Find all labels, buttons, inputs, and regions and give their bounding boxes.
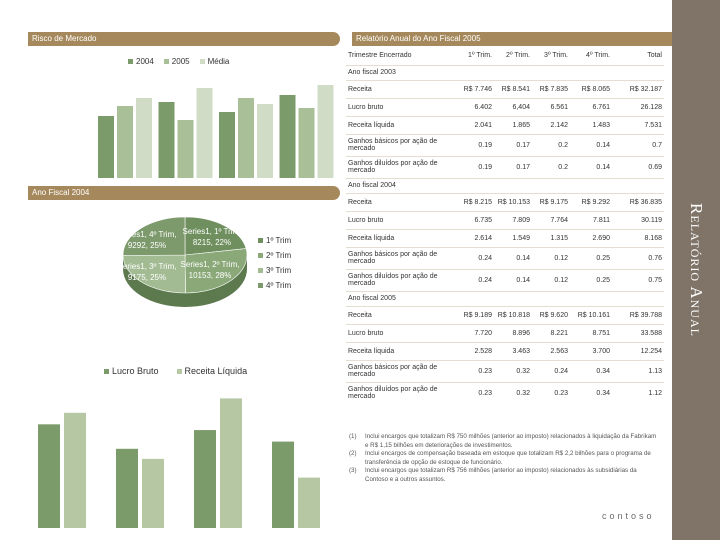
bar-Média-0 xyxy=(136,98,152,178)
row-label: Lucro bruto xyxy=(346,211,456,229)
table-cell: 2.142 xyxy=(532,116,570,134)
bar-2004-1 xyxy=(159,102,175,178)
section-bar-risco xyxy=(28,32,340,46)
row-label: Receita líquida xyxy=(346,229,456,247)
footnote-text: Inclui encargos que totalizam R$ 756 milhões (anterior ao imposto) relacionados às subsidiárias da Contoso e a outros assuntos. xyxy=(365,467,637,483)
column-header: 3º Trim. xyxy=(544,52,568,60)
legend-swatch xyxy=(128,59,133,64)
pie-slice-label xyxy=(170,259,250,281)
table-cell: 0.14 xyxy=(494,269,532,291)
legend-label: Receita Líquida xyxy=(184,366,248,376)
legend-label: 4º Trim xyxy=(266,281,292,290)
table-row xyxy=(346,382,664,404)
sidebar xyxy=(672,0,720,540)
pie-legend-item xyxy=(258,263,291,278)
pie-slice-label-1: Series1, 1º Trim, 8215, 22% xyxy=(182,227,242,247)
pie-legend-item xyxy=(258,278,291,293)
table-cell: 26.128 xyxy=(612,98,664,116)
legend-swatch xyxy=(258,238,263,243)
row-label: Lucro bruto xyxy=(346,324,456,342)
bar-legend-top xyxy=(128,57,229,66)
bar-Lucro Bruto-2 xyxy=(194,430,216,528)
pie-legend-item xyxy=(258,248,291,263)
bar-2005-2 xyxy=(238,98,254,178)
table-cell: R$ 8.215 xyxy=(456,193,494,211)
table-cell: 3.700 xyxy=(570,342,612,360)
table-cell: 0.19 xyxy=(456,156,494,178)
section-bar-relatorio xyxy=(352,32,672,46)
row-label: Ganhos básicos por ação de mercado xyxy=(346,360,456,382)
table-cell: R$ 36.835 xyxy=(612,193,664,211)
table-cell: 0.14 xyxy=(570,156,612,178)
table-cell: 7.811 xyxy=(570,211,612,229)
table-cell: 1.865 xyxy=(494,116,532,134)
table-row xyxy=(346,134,664,156)
table-cell: 6.761 xyxy=(570,98,612,116)
table-section xyxy=(346,65,664,80)
table-cell: 2.041 xyxy=(456,116,494,134)
table-cell: 6.561 xyxy=(532,98,570,116)
table-row xyxy=(346,98,664,116)
legend-label: 2004 xyxy=(136,57,154,66)
row-label: Lucro bruto xyxy=(346,98,456,116)
table-cell: 0.24 xyxy=(532,360,570,382)
bar-2005-0 xyxy=(117,106,133,178)
footnote xyxy=(349,467,659,484)
table-row xyxy=(346,269,664,291)
bar-chart-top xyxy=(28,70,340,182)
table-cell: 2.528 xyxy=(456,342,494,360)
table-section xyxy=(346,291,664,306)
table-row xyxy=(346,306,664,324)
table-row xyxy=(346,116,664,134)
bar-Lucro Bruto-0 xyxy=(38,424,60,528)
table-cell: 1.549 xyxy=(494,229,532,247)
table-cell: R$ 32.187 xyxy=(612,80,664,98)
footnote xyxy=(349,433,659,450)
table-cell: 0.23 xyxy=(456,382,494,404)
table-cell: 0.25 xyxy=(570,269,612,291)
table-cell: 0.19 xyxy=(456,134,494,156)
bar-2005-3 xyxy=(299,108,315,178)
row-label: Ganhos diluídos por ação de mercado xyxy=(346,382,456,404)
table-cell: 2.690 xyxy=(570,229,612,247)
bar-Média-2 xyxy=(257,104,273,178)
pie-slice-label-3: Series1, 3º Trim, 9175, 25% xyxy=(117,262,177,282)
footnote-mark: (3) xyxy=(349,467,357,474)
table-cell: 0.14 xyxy=(494,247,532,269)
section-title: Ano fiscal 2005 xyxy=(346,291,664,306)
table-cell: 1.483 xyxy=(570,116,612,134)
table-cell: 0.32 xyxy=(494,360,532,382)
table-row xyxy=(346,247,664,269)
legend-label: 2005 xyxy=(171,57,190,66)
column-header: 1º Trim. xyxy=(468,52,492,60)
bar-Receita Líquida-3 xyxy=(298,478,320,528)
table-cell: R$ 8.065 xyxy=(570,80,612,98)
table-cell: 0.2 xyxy=(532,156,570,178)
table-cell: 0.75 xyxy=(612,269,664,291)
legend-swatch xyxy=(104,369,109,374)
footnote-mark: (2) xyxy=(349,450,357,457)
table-cell: 12.254 xyxy=(612,342,664,360)
section-title: Ano fiscal 2003 xyxy=(346,65,664,80)
row-label: Receita líquida xyxy=(346,342,456,360)
footnote-mark: (1) xyxy=(349,433,357,440)
pie-slice-label-4: Series1, 4º Trim, 9292, 25% xyxy=(117,230,177,250)
footnote-text: Inclui encargos de compensação baseada em estoque que totalizam R$ 2,2 bilhões para o programa de transferência de opção de estoque de funcionário. xyxy=(365,450,651,466)
row-label: Receita xyxy=(346,193,456,211)
row-label: Ganhos básicos por ação de mercado xyxy=(346,134,456,156)
table-cell: 0.17 xyxy=(494,134,532,156)
table-cell: R$ 9.175 xyxy=(532,193,570,211)
table-row xyxy=(346,80,664,98)
legend-swatch xyxy=(258,268,263,273)
financial-table xyxy=(346,47,664,404)
table-cell: 8.168 xyxy=(612,229,664,247)
table-cell: 0.23 xyxy=(532,382,570,404)
bar-legend-bottom xyxy=(104,366,247,376)
bar-Lucro Bruto-1 xyxy=(116,449,138,528)
table-cell: R$ 10.818 xyxy=(494,306,532,324)
bar-Receita Líquida-2 xyxy=(220,398,242,528)
table-section xyxy=(346,178,664,193)
bar-2004-2 xyxy=(219,112,235,178)
table-cell: 33.588 xyxy=(612,324,664,342)
table-cell: 7.720 xyxy=(456,324,494,342)
table-cell: 6.402 xyxy=(456,98,494,116)
table-row xyxy=(346,229,664,247)
table-cell: 2.614 xyxy=(456,229,494,247)
column-header: 2º Trim. xyxy=(506,52,530,60)
table-cell: 0.25 xyxy=(570,247,612,269)
section-title-risco: Risco de Mercado xyxy=(32,34,97,43)
table-row xyxy=(346,360,664,382)
section-title-relatorio: Relatório Anual do Ano Fiscal 2005 xyxy=(356,34,481,43)
table-cell: R$ 10.153 xyxy=(494,193,532,211)
pie-slice-label-2: Series1, 2º Trim, 10153, 28% xyxy=(180,260,240,280)
table-cell: 0.32 xyxy=(494,382,532,404)
row-label: Ganhos diluídos por ação de mercado xyxy=(346,269,456,291)
table-cell: 1.13 xyxy=(612,360,664,382)
table-cell: 2.563 xyxy=(532,342,570,360)
row-label: Ganhos diluídos por ação de mercado xyxy=(346,156,456,178)
row-label: Receita xyxy=(346,80,456,98)
footnote xyxy=(349,450,659,467)
section-bar-2004 xyxy=(28,186,340,200)
table-cell: 0.12 xyxy=(532,247,570,269)
pie-legend xyxy=(258,233,291,293)
column-header: 4º Trim. xyxy=(586,52,610,60)
pie-legend-item xyxy=(258,233,291,248)
sidebar-title: Relatório Anual xyxy=(687,203,707,337)
bar-Média-1 xyxy=(197,88,213,178)
table-cell: 0.34 xyxy=(570,382,612,404)
table-cell: R$ 9.189 xyxy=(456,306,494,324)
legend-label: 2º Trim xyxy=(266,251,292,260)
section-title-2004: Ano Fiscal 2004 xyxy=(32,188,90,197)
table-cell: R$ 39.788 xyxy=(612,306,664,324)
table-row xyxy=(346,193,664,211)
pie-slice-label xyxy=(172,226,252,248)
bar-Média-3 xyxy=(318,85,334,178)
footnotes xyxy=(349,433,659,484)
table-cell: R$ 8.541 xyxy=(494,80,532,98)
table-cell: 7.764 xyxy=(532,211,570,229)
bar-chart-bottom xyxy=(28,380,340,530)
table-cell: 0.24 xyxy=(456,269,494,291)
column-header: Trimestre Encerrado xyxy=(348,52,412,60)
table-cell: 7.809 xyxy=(494,211,532,229)
legend-swatch xyxy=(177,369,182,374)
column-header: Total xyxy=(647,52,662,60)
table-cell: 6.735 xyxy=(456,211,494,229)
table-cell: 0.14 xyxy=(570,134,612,156)
table-cell: 1.315 xyxy=(532,229,570,247)
table-cell: 8.751 xyxy=(570,324,612,342)
section-title: Ano fiscal 2004 xyxy=(346,178,664,193)
row-label: Ganhos básicos por ação de mercado xyxy=(346,247,456,269)
table-cell: 0.69 xyxy=(612,156,664,178)
table-cell: R$ 10.161 xyxy=(570,306,612,324)
logo-text: contoso xyxy=(602,511,655,521)
table-cell: 0.24 xyxy=(456,247,494,269)
table-cell: 6,404 xyxy=(494,98,532,116)
table-cell: 30.119 xyxy=(612,211,664,229)
bar-Lucro Bruto-3 xyxy=(272,442,294,528)
table-cell: 0.7 xyxy=(612,134,664,156)
table-cell: 3.463 xyxy=(494,342,532,360)
row-label: Receita líquida xyxy=(346,116,456,134)
legend-swatch xyxy=(258,283,263,288)
table-cell: R$ 7.746 xyxy=(456,80,494,98)
table-cell: 0.76 xyxy=(612,247,664,269)
table-cell: 0.12 xyxy=(532,269,570,291)
table-cell: 8.896 xyxy=(494,324,532,342)
footnote-text: Inclui encargos que totalizam R$ 750 milhões (anterior ao imposto) relacionados à liquidação da Fabrikam e R$ 1,15 bilhões em deteriorações de investimentos. xyxy=(365,433,657,449)
table-cell: 0.2 xyxy=(532,134,570,156)
table-cell: 0.17 xyxy=(494,156,532,178)
table-row xyxy=(346,211,664,229)
table-cell: 8.221 xyxy=(532,324,570,342)
bar-2004-3 xyxy=(280,95,296,178)
legend-swatch xyxy=(200,59,205,64)
table-cell: R$ 9.620 xyxy=(532,306,570,324)
table-cell: 0.23 xyxy=(456,360,494,382)
legend-label: 3º Trim xyxy=(266,266,292,275)
legend-label: Lucro Bruto xyxy=(112,366,159,376)
bar-2005-1 xyxy=(178,120,194,178)
table-row xyxy=(346,156,664,178)
table-cell: 0.34 xyxy=(570,360,612,382)
table-cell: 1.12 xyxy=(612,382,664,404)
table-header xyxy=(346,47,664,65)
table-cell: R$ 7.835 xyxy=(532,80,570,98)
table-cell: R$ 9.292 xyxy=(570,193,612,211)
bar-Receita Líquida-0 xyxy=(64,413,86,528)
bar-2004-0 xyxy=(98,116,114,178)
legend-swatch xyxy=(164,59,169,64)
row-label: Receita xyxy=(346,306,456,324)
legend-label: 1º Trim xyxy=(266,236,292,245)
table-cell: 7.531 xyxy=(612,116,664,134)
bar-Receita Líquida-1 xyxy=(142,459,164,528)
legend-label: Média xyxy=(207,57,230,66)
table-row xyxy=(346,324,664,342)
table-row xyxy=(346,342,664,360)
legend-swatch xyxy=(258,253,263,258)
